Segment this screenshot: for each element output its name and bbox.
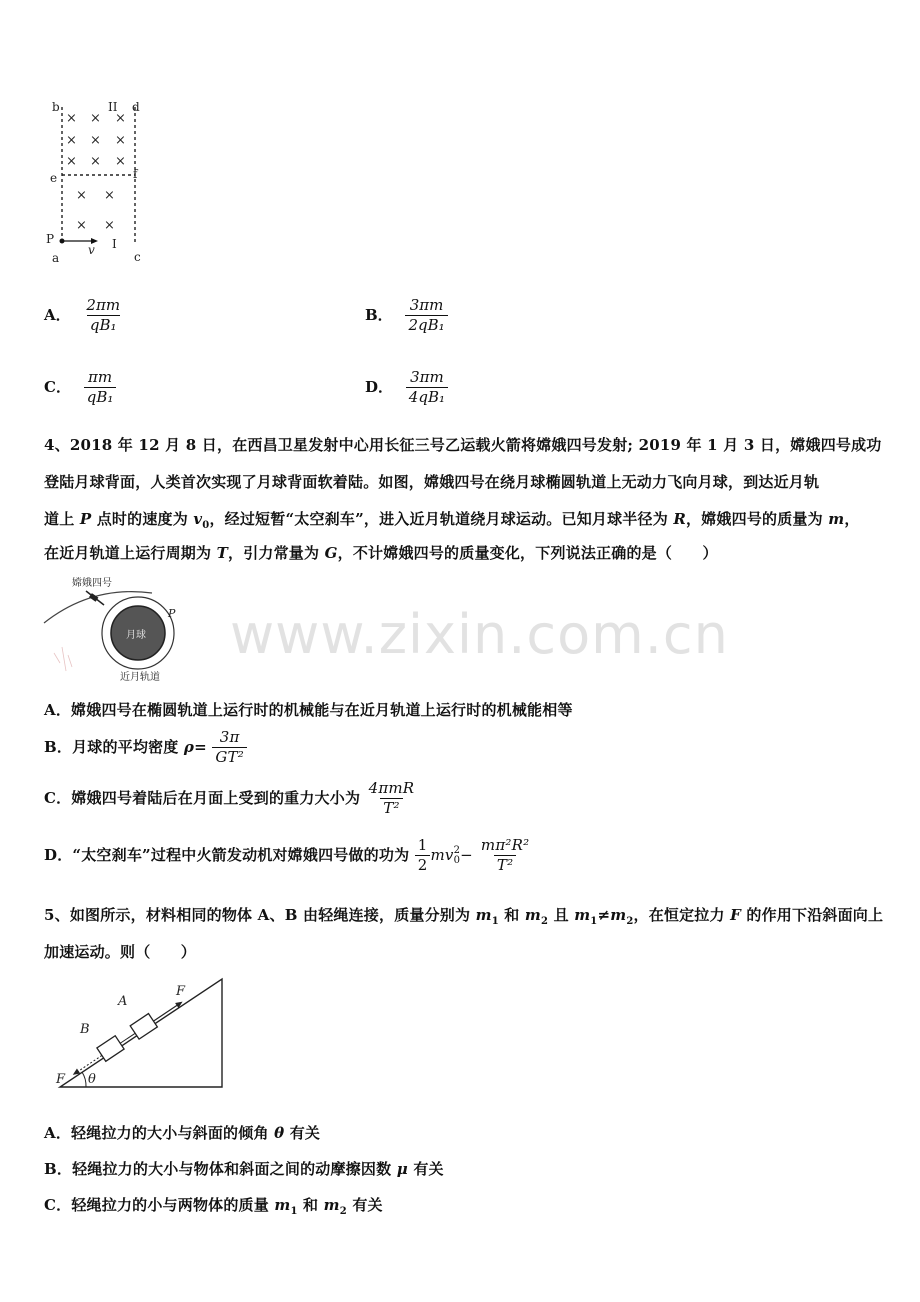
text: 有关 (407, 1160, 444, 1178)
fraction-numerator: 3πm (409, 296, 444, 314)
var-mv: mv (430, 845, 454, 864)
text: A．轻绳拉力的大小与斜面的倾角 (44, 1124, 275, 1142)
subscript: 2 (339, 1206, 347, 1217)
var-G: G (324, 544, 338, 562)
text: 和 (297, 1196, 324, 1214)
text: ，在恒定拉力 (633, 906, 731, 924)
label-B: B (80, 1022, 90, 1037)
fraction (406, 369, 448, 407)
block-B (97, 1036, 124, 1062)
label-a: a (52, 251, 60, 265)
fraction-denominator: T² (380, 798, 402, 817)
fraction-numerator: 2πm (86, 296, 121, 314)
q5-option-b[interactable] (44, 1158, 444, 1179)
var-mu: μ (396, 1160, 408, 1178)
point-P-label: P (168, 607, 176, 620)
decorative-smudge (54, 647, 72, 671)
work-expression (415, 836, 533, 875)
minus-sign: − (460, 845, 473, 864)
fraction-numerator: 1 (417, 836, 428, 854)
option-letter: A． (44, 305, 71, 324)
orbit-label: 近月轨道 (120, 672, 160, 683)
field-cross: × (90, 111, 101, 126)
var-R: R (673, 510, 687, 528)
var-m1: m (475, 906, 492, 924)
q3-option-c[interactable] (44, 369, 116, 407)
field-cross: × (76, 188, 87, 203)
probe-label: 嫦娥四号 (72, 578, 112, 589)
var-v: v (193, 510, 203, 528)
fraction-numerator: 3π (219, 728, 240, 746)
fraction-numerator: 4πmR (368, 779, 415, 797)
q3-option-b[interactable] (365, 297, 448, 335)
label-c: c (134, 250, 141, 264)
field-cross: × (66, 111, 77, 126)
subscript: 2 (626, 916, 634, 927)
fraction-denominator: 2qB₁ (405, 315, 447, 334)
text: 和 (498, 906, 525, 924)
field-cross: × (115, 133, 126, 148)
fraction-half (415, 837, 431, 875)
text: 在近月轨道上运行周期为 (44, 544, 217, 562)
q4-line-2: 登陆月球背面，人类首次实现了月球背面软着陆。如图，嫦娥四号在绕月球椭圆轨道上无动力飞向月球，到达近月轨 (44, 473, 820, 491)
text: C．轻绳拉力的小与两物体的质量 (44, 1196, 275, 1214)
q4-line-4 (44, 542, 718, 563)
option-letter: D． (365, 377, 394, 396)
option-letter: B． (365, 305, 393, 324)
label-b: b (52, 100, 60, 114)
var-m1: m (274, 1196, 291, 1214)
q4-line-3 (44, 508, 860, 531)
q4-option-c[interactable] (44, 780, 417, 818)
text: C．嫦娥四号着陆后在月面上受到的重力大小为 (44, 788, 361, 807)
field-cross: × (66, 133, 77, 148)
text: ，引力常量为 (228, 544, 325, 562)
moon-label: 月球 (126, 630, 146, 641)
label-v: v (88, 243, 95, 257)
q5-line-2: 加速运动。则（ ） (44, 943, 197, 961)
equals-sign: = (194, 737, 207, 756)
q4-line-1: 4、2018 年 12 月 8 日，在西昌卫星发射中心用长征三号乙运载火箭将嫦娥四号发射; 2019 年 1 月 3 日，嫦娥四号成功 (44, 436, 882, 454)
label-F-top: F (176, 984, 186, 999)
fraction-denominator: qB₁ (84, 387, 117, 406)
field-cross: × (90, 133, 101, 148)
label-d: d (132, 100, 140, 114)
subscript: 0 (453, 854, 461, 866)
var-T: T (216, 544, 228, 562)
fraction (366, 780, 418, 818)
q5-option-a[interactable] (44, 1122, 320, 1143)
field-cross: × (66, 154, 77, 169)
subscript: 1 (290, 1206, 298, 1217)
field-cross: × (90, 154, 101, 169)
label-I: I (112, 237, 117, 251)
superscript: 2 (453, 844, 461, 856)
fraction-denominator: qB₁ (87, 315, 120, 334)
fraction (212, 729, 247, 767)
text: 有关 (284, 1124, 321, 1142)
reverse-F-line (77, 1055, 102, 1072)
field-cross: × (104, 188, 115, 203)
block-A (130, 1014, 157, 1040)
q3-option-a[interactable] (44, 297, 123, 335)
text: ，不计嫦娥四号的质量变化，下列说法正确的是（ ） (337, 544, 718, 562)
fraction-denominator: T² (494, 855, 516, 874)
q4-option-a[interactable]: A．嫦娥四号在椭圆轨道上运行时的机械能与在近月轨道上运行时的机械能相等 (44, 701, 573, 719)
moon-orbit-figure (42, 575, 202, 687)
q5-line-1 (44, 904, 883, 927)
field-cross: × (115, 154, 126, 169)
fraction (478, 837, 532, 875)
subscript: 0 (202, 520, 210, 531)
var-m2: m (610, 906, 627, 924)
field-cross: × (104, 218, 115, 233)
watermark: www.zixin.com.cn (230, 603, 729, 666)
not-equal-sign: ≠ (597, 906, 611, 924)
text: 有关 (346, 1196, 383, 1214)
fraction-denominator: 4qB₁ (406, 387, 448, 406)
text: 且 (548, 906, 575, 924)
var-m2: m (524, 906, 541, 924)
text: 点时的速度为 (91, 510, 194, 528)
subscript: 2 (541, 916, 549, 927)
field-crosses (66, 111, 126, 233)
text: D．“太空刹车”过程中火箭发动机对嫦娥四号做的功为 (44, 845, 410, 864)
var-m1: m (574, 906, 591, 924)
var-m2: m (323, 1196, 340, 1214)
subscript: 1 (590, 916, 598, 927)
field-cross: × (76, 218, 87, 233)
force-F-line (153, 1004, 178, 1021)
incline-figure (50, 975, 230, 1095)
fraction-numerator: 3πm (410, 368, 444, 386)
var-F: F (730, 906, 741, 924)
theta-label: θ (88, 1072, 96, 1087)
label-P: P (46, 232, 55, 246)
q5-option-c[interactable] (44, 1194, 383, 1217)
q3-option-d[interactable] (365, 369, 448, 407)
q4-option-b[interactable] (44, 729, 247, 767)
text: B．轻绳拉力的大小与物体和斜面之间的动摩擦因数 (44, 1160, 397, 1178)
text: 的作用下沿斜面向上 (740, 906, 884, 924)
fraction (405, 297, 447, 335)
label-F-bottom: F (56, 1072, 66, 1087)
field-cross: × (115, 111, 126, 126)
text: B．月球的平均密度 (44, 737, 184, 756)
fraction-denominator: 2 (415, 855, 431, 874)
text: 5、如图所示，材料相同的物体 A、B 由轻绳连接，质量分别为 (44, 906, 476, 924)
var-m: m (828, 510, 845, 528)
fraction (84, 369, 117, 407)
text: 道上 (44, 510, 80, 528)
label-II: II (108, 100, 118, 114)
var-rho: ρ (183, 737, 195, 756)
option-letter: C． (44, 377, 71, 396)
text: ，经过短暂“太空刹车”，进入近月轨道绕月球运动。已知月球半径为 (209, 510, 674, 528)
subscript: 1 (491, 916, 499, 927)
text: ，嫦娥四号的质量为 (686, 510, 829, 528)
var-P: P (79, 510, 92, 528)
fraction-numerator: πm (88, 368, 113, 386)
angle-arc (82, 1072, 86, 1087)
q4-option-d[interactable] (44, 837, 532, 875)
label-f: f (133, 167, 138, 181)
fraction-denominator: GT² (212, 747, 247, 766)
fraction (83, 297, 123, 335)
fraction-numerator: mπ²R² (480, 836, 530, 854)
magnetic-field-figure (40, 95, 170, 270)
label-A: A (118, 994, 128, 1009)
text: ， (844, 510, 860, 528)
var-theta: θ (274, 1124, 285, 1142)
label-e: e (50, 171, 58, 185)
